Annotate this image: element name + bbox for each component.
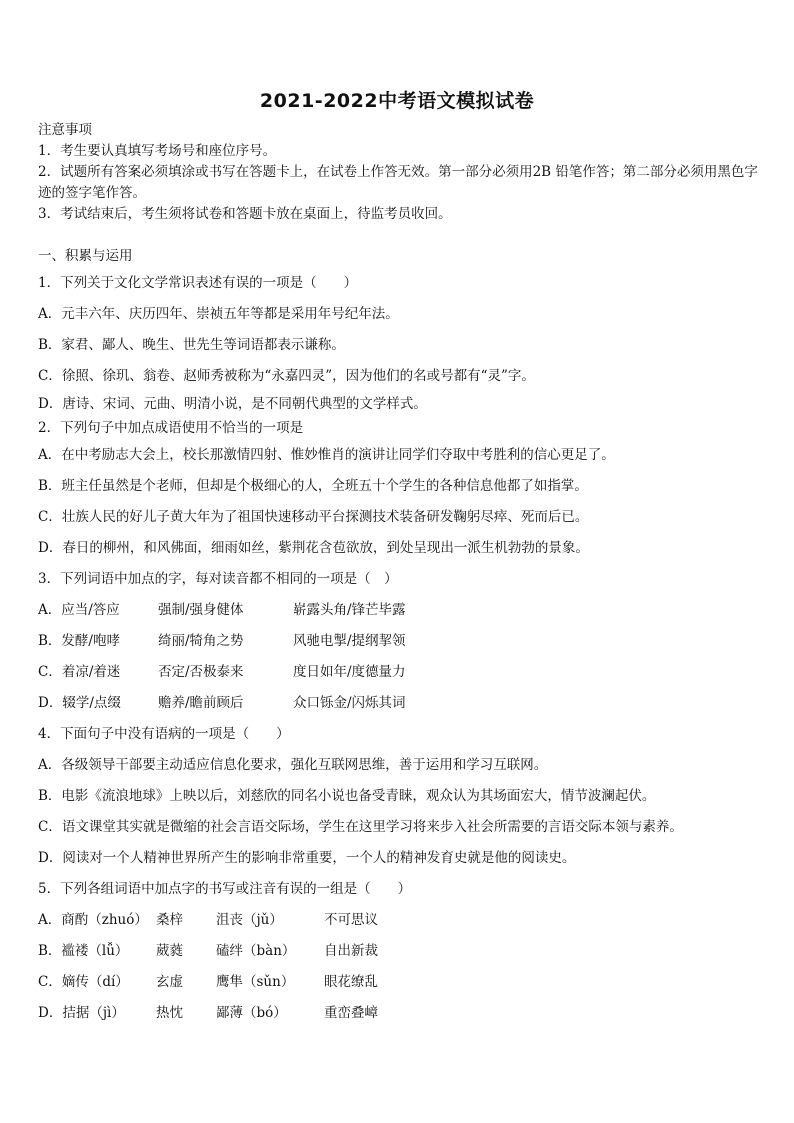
question-3-option-b (38, 626, 760, 657)
option-cell: 鄙薄（bó） (216, 1005, 287, 1021)
notes-block (38, 120, 760, 225)
option-cell: C．嫡传（dí） (38, 974, 129, 990)
notes-item: 1．考生要认真填写考场号和座位序号。 (38, 143, 277, 159)
question-5-option-c (38, 967, 760, 998)
question-1-option-b: B．家君、鄙人、晚生、世先生等词语都表示谦称。 (38, 337, 345, 353)
question-4-option-a: A．各级领导干部要主动适应信息化要求，强化互联网思维，善于运用和学习互联网。 (38, 757, 548, 773)
option-cell: 绮丽/犄角之势 (158, 633, 244, 649)
question-4-option-b: B．电影《流浪地球》上映以后，刘慈欣的同名小说也备受青睐，观众认为其场面宏大，情节波澜起伏。 (38, 788, 656, 804)
option-cell: A．商酌（zhuó） (38, 912, 148, 928)
option-cell: B．发酵/咆哮 (38, 633, 120, 649)
option-cell: 赡养/瞻前顾后 (158, 695, 244, 711)
option-cell: 不可思议 (324, 912, 378, 928)
question-3-option-a (38, 595, 760, 626)
option-cell: 风驰电掣/提纲挈领 (293, 633, 406, 649)
question-1-option-c: C．徐照、徐玑、翁卷、赵师秀被称为“永嘉四灵”，因为他们的名或号都有“灵”字。 (38, 368, 535, 384)
question-4-option-d: D．阅读对一个人精神世界所产生的影响非常重要，一个人的精神发育史就是他的阅读史。 (38, 850, 576, 866)
question-3-stem: 3．下列词语中加点的字，每对读音都不相同的一项是（ ） (38, 571, 398, 587)
option-cell: B．褴褛（lǚ） (38, 943, 129, 959)
option-cell: 重峦叠嶂 (324, 1005, 378, 1021)
option-cell: 崭露头角/锋芒毕露 (293, 602, 406, 618)
exam-content (38, 244, 760, 1029)
question-5-option-a (38, 905, 760, 936)
option-cell: 沮丧（jǔ） (216, 912, 283, 928)
option-cell: 桑梓 (156, 912, 183, 928)
question-5-option-b (38, 936, 760, 967)
option-cell: 强制/强身健体 (158, 602, 244, 618)
question-4-stem: 4．下面句子中没有语病的一项是（ ） (38, 726, 290, 742)
question-2-option-a: A．在中考励志大会上，校长那激情四射、惟妙惟肖的演讲让同学们夺取中考胜利的信心更足了。 (38, 447, 615, 463)
option-cell: 鹰隼（sǔn） (216, 974, 295, 990)
option-cell: 众口铄金/闪烁其词 (293, 695, 406, 711)
question-2-option-c: C．壮族人民的好儿子黄大年为了祖国快速移动平台探测技术装备研发鞠躬尽瘁、死而后已。 (38, 509, 589, 525)
option-cell: 热忱 (156, 1005, 183, 1021)
question-4-option-c: C．语文课堂其实就是微缩的社会言语交际场，学生在这里学习将来步入社会所需要的言语交际本领与素养。 (38, 819, 683, 835)
question-1-option-a: A．元丰六年、庆历四年、崇祯五年等都是采用年号纪年法。 (38, 306, 399, 322)
option-cell: D．拮据（jì） (38, 1005, 125, 1021)
option-cell: A．应当/答应 (38, 602, 120, 618)
question-3-option-d (38, 688, 760, 719)
option-cell: 葳蕤 (156, 943, 183, 959)
notes-item: 2．试题所有答案必须填涂或书写在答题卡上，在试卷上作答无效。第一部分必须用2B 铅笔作答；第二部分必须用黑色字迹的签字笔作答。 (38, 164, 758, 201)
question-1-stem: 1．下列关于文化文学常识表述有误的一项是（ ） (38, 275, 358, 291)
option-cell: C．着凉/着迷 (38, 664, 121, 680)
question-2-option-d: D．春日的柳州，和风佛面，细雨如丝，紫荆花含苞欲放，到处呈现出一派生机勃勃的景象。 (38, 540, 589, 556)
question-5-option-d (38, 998, 760, 1029)
section-heading: 一、积累与运用 (38, 248, 133, 264)
option-cell: 自出新裁 (324, 943, 378, 959)
option-cell: 度日如年/度德量力 (293, 664, 406, 680)
option-cell: 否定/否极泰来 (158, 664, 244, 680)
option-cell: 眼花缭乱 (324, 974, 378, 990)
question-5-stem: 5．下列各组词语中加点字的书写或注音有误的一组是（ ） (38, 881, 412, 897)
option-cell: 玄虚 (156, 974, 183, 990)
question-2-stem: 2．下列句子中加点成语使用不恰当的一项是 (38, 420, 304, 436)
notes-heading: 注意事项 (38, 122, 92, 138)
option-cell: 磕绊（bàn） (216, 943, 296, 959)
exam-title: 2021-2022中考语文模拟试卷 (259, 90, 535, 112)
question-3-option-c (38, 657, 760, 688)
notes-item: 3．考试结束后，考生须将试卷和答题卡放在桌面上，待监考员收回。 (38, 206, 452, 222)
option-cell: D．辍学/点缀 (38, 695, 121, 711)
question-1-option-d: D．唐诗、宋词、元曲、明清小说，是不同朝代典型的文学样式。 (38, 396, 427, 412)
question-2-option-b: B．班主任虽然是个老师，但却是个极细心的人，全班五十个学生的各种信息他都了如指掌。 (38, 478, 588, 494)
